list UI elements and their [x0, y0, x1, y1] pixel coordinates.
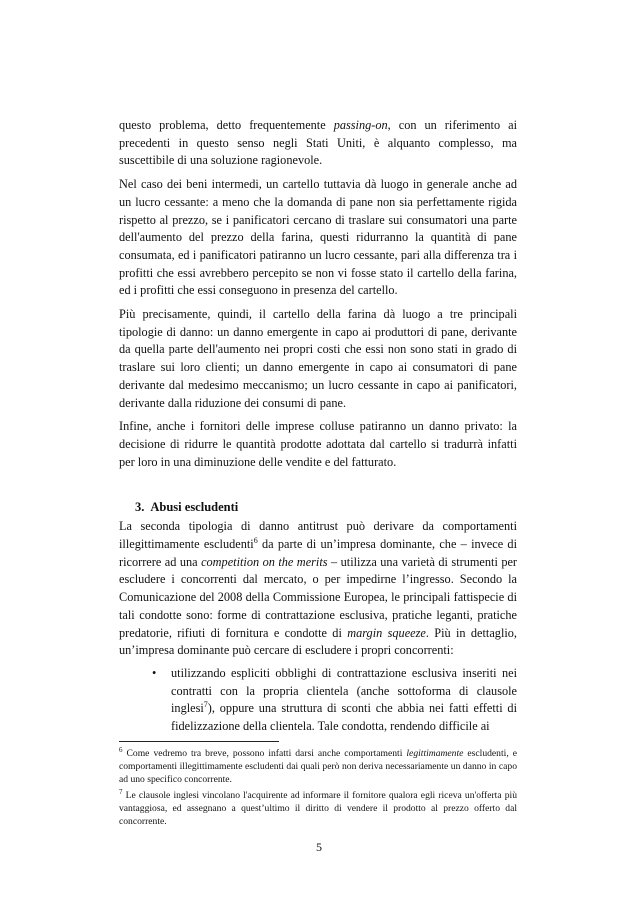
text-run: . Più in dettaglio, un’impresa dominante può cercare di escludere i propri concorrenti:	[119, 625, 517, 658]
text-run: Come vedremo tra breve, possono infatti darsi anche comportamenti	[122, 747, 407, 759]
text-run: escludenti, e comportamenti illegittimamente escludenti dai quali però non deriva necessariamente un danno in capo ad uno specifico concorrente.	[119, 747, 517, 786]
term-margin-squeeze: margin squeeze	[347, 625, 426, 640]
page-number: 5	[316, 840, 322, 854]
text-run: La seconda tipologia di danno antitrust può derivare da comportamenti illegittimamente escludenti	[119, 519, 517, 552]
footnote-ref-7[interactable]: 7	[203, 700, 208, 710]
footnote-7	[119, 789, 517, 829]
term-legittimamente: legittimamente	[406, 747, 464, 759]
text-run: utilizzando espliciti obblighi di contrattazione esclusiva inseriti nei contratti con la propria clientela (anche sottoforma di clausole inglesi	[171, 665, 517, 716]
paragraph-fornitori: Infine, anche i fornitori delle imprese colluse patiranno un danno privato: la decisione di ridurre le quantità prodotte adottata dal cartello si tradurrà infatti per loro in una diminuzione delle vendite e del fatturato.	[119, 419, 517, 469]
section-heading	[119, 499, 517, 516]
text-run: , con un riferimento ai precedenti in questo senso negli Stati Uniti, è alquanto complesso, ma suscettibile di una soluzione ragionevole.	[119, 118, 517, 168]
list-item	[119, 665, 517, 736]
text-run: da parte di un’impresa dominante, che – invece di ricorrere ad una	[119, 537, 517, 569]
term-competition-on-merits: competition on the merits	[201, 554, 328, 569]
text-run: ), oppure una struttura di sconti che abbia nei fatti effetti di fidelizzazione della clientela. Tale condotta, rendendo difficile ai	[171, 701, 517, 734]
footnote-number: 7	[119, 787, 123, 796]
footnote-number: 6	[119, 745, 123, 754]
section-title: Abusi escludenti	[150, 500, 239, 515]
text-run: – utilizza una varietà di strumenti per escludere i concorrenti dal mercato, o per impedirne l’ingresso. Secondo la Comunicazione del 2008 della Commissione Europea, le principali fattispecie di tali condotte sono: forme di contrattazione esclusiva, pratiche leganti, pratiche predatorie, rifiuti di fornitura e condotte di	[119, 554, 518, 640]
paragraph-tipologie-danno: Più precisamente, quindi, il cartello della farina dà luogo a tre principali tipologie di danno: un danno emergente in capo ai produttori di pane, derivante da quella parte dell'aumento nei propri costi che essi non sono stati in grado di traslare sui loro clienti; un danno emergente in capo ai consumatori di pane derivante dal medesimo meccanismo; un lucro cessante in capo ai panificatori, derivante dalla riduzione dei consumi di pane.	[119, 307, 517, 410]
bullet-icon: •	[152, 665, 157, 680]
footnote-separator	[119, 741, 279, 742]
text-run: questo problema, detto frequentemente	[119, 118, 334, 132]
footnote-ref-6[interactable]: 6	[253, 535, 258, 545]
term-passing-on: passing-on	[333, 118, 388, 132]
bullet-list	[119, 665, 517, 736]
footnote-6	[119, 747, 517, 787]
section-number: 3.	[135, 500, 145, 515]
page-body	[119, 117, 517, 831]
paragraph-passing-on	[119, 117, 517, 170]
paragraph-beni-intermedi: Nel caso dei beni intermedi, un cartello tuttavia dà luogo in generale anche ad un lucro cessante: a meno che la domanda di pane non sia perfettamente rigida rispetto al prezzo, se i panificatori cercano di traslare sui consumatori una parte dell'aumento del prezzo della farina, questi ridurranno la quantità di pane consumata, ed i panificatori patiranno un lucro cessante, pari alla differenza tra i profitti che essi avrebbero percepito se non vi fosse stato il cartello della farina, ed i profitti che essi conseguono in presenza del cartello.	[119, 177, 517, 298]
paragraph-abusi-escludenti	[119, 518, 517, 660]
text-run: Le clausole inglesi vincolano l'acquirente ad informare il fornitore qualora egli riceva un'offerta più vantaggiosa, ed assegnano a quest’ultimo il diritto di vendere il prodotto al prezzo offerto dal concorrente.	[119, 789, 517, 828]
